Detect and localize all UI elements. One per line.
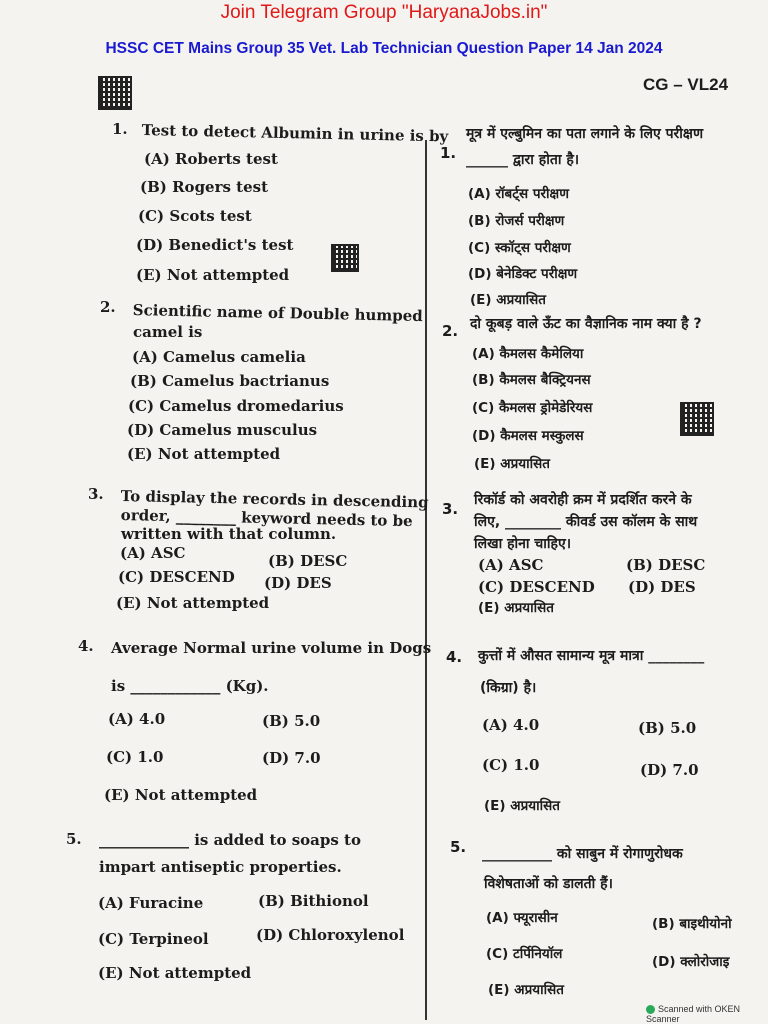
option: (C) Terpineol (98, 930, 209, 948)
option: (E) अप्रयासित (488, 982, 564, 998)
question-number: 1. (440, 144, 457, 162)
option: (E) अप्रयासित (474, 456, 550, 472)
option: (C) DESCEND (478, 578, 595, 596)
scanner-watermark (646, 1004, 768, 1024)
column-divider (425, 140, 427, 1020)
option: (C) 1.0 (106, 748, 164, 766)
question-number: 2. (442, 322, 459, 340)
qr-code-icon (331, 244, 359, 272)
telegram-banner: Join Telegram Group "HaryanaJobs.in" (220, 2, 548, 23)
question-text: To display the records in descending (120, 486, 429, 512)
option: (A) Camelus camelia (132, 348, 306, 366)
option: (C) स्कॉट्स परीक्षण (468, 240, 571, 256)
option: (A) कैमलस कैमेलिया (472, 346, 584, 362)
question-number: 5. (450, 838, 467, 856)
option: (D) Benedict's test (136, 236, 294, 254)
option: (B) DESC (268, 552, 348, 570)
paper-title: HSSC CET Mains Group 35 Vet. Lab Technician Question Paper 14 Jan 2024 (105, 40, 663, 57)
question-text: is ____________ (Kg). (111, 677, 269, 695)
question-text: ______ द्वारा होता है। (466, 152, 580, 168)
option: (E) Not attempted (116, 594, 270, 612)
question-text: (किग्रा) है। (480, 680, 537, 696)
option: (B) कैमलस बैक्ट्रियनस (472, 372, 591, 388)
question-text: order, ________ keyword needs to be (120, 505, 413, 531)
option: (C) टर्पिनियॉल (486, 946, 563, 962)
question-text: camel is (133, 323, 203, 341)
question-text: Average Normal urine volume in Dogs (111, 639, 432, 657)
option: (E) Not attempted (136, 266, 290, 284)
option: (C) Scots test (138, 207, 252, 225)
option: (E) Not attempted (127, 445, 281, 463)
option: (A) Furacine (98, 894, 204, 912)
option: (B) बाइथीयोनो (652, 916, 732, 932)
option: (D) 7.0 (640, 761, 699, 779)
question-text: विशेषताओं को डालती हैं। (484, 876, 613, 892)
option: (A) 4.0 (108, 710, 166, 728)
option: (B) 5.0 (262, 712, 321, 730)
question-text: लिखा होना चाहिए। (474, 536, 572, 552)
question-text: दो कूबड़ वाले ऊँट का वैज्ञानिक नाम क्या है ? (470, 316, 702, 332)
option: (B) Bithionol (258, 892, 369, 910)
option: (A) रॉबर्ट्स परीक्षण (468, 186, 569, 202)
option: (E) Not attempted (98, 964, 252, 982)
option: (E) Not attempted (104, 786, 258, 804)
qr-code-icon (680, 402, 714, 436)
question-text: लिए, ________ कीवर्ड उस कॉलम के साथ (474, 514, 698, 530)
option: (B) DESC (626, 556, 706, 574)
option: (D) DES (628, 578, 696, 596)
question-text: impart antiseptic properties. (99, 858, 342, 876)
option: (B) Rogers test (140, 178, 269, 196)
question-number: 1. (112, 120, 128, 138)
question-number: 2. (100, 298, 116, 316)
question-text: Scientific name of Double humped (132, 300, 423, 326)
option: (E) अप्रयासित (470, 292, 546, 308)
option: (C) 1.0 (482, 756, 540, 774)
scanner-text: Scanned with OKEN Scanner (646, 1004, 741, 1024)
option: (B) 5.0 (638, 719, 697, 737)
question-text: __________ को साबुन में रोगाणुरोधक (482, 846, 683, 862)
question-text: written with that column. (121, 525, 337, 543)
question-text: ____________ is added to soaps to (99, 831, 361, 849)
option: (C) Camelus dromedarius (128, 397, 344, 415)
qr-code-icon (98, 76, 132, 110)
option: (D) क्लोरोजाइ (652, 954, 730, 970)
option: (B) Camelus bactrianus (130, 372, 330, 390)
question-text: कुत्तों में औसत सामान्य मूत्र मात्रा ________ (478, 648, 705, 664)
option: (D) Chloroxylenol (256, 926, 405, 944)
question-number: 4. (78, 637, 94, 655)
option: (C) कैमलस ड्रोमेडेरियस (472, 400, 593, 416)
option: (A) ASC (478, 556, 544, 574)
question-number: 3. (88, 485, 104, 503)
question-text: Test to detect Albumin in urine is by (141, 120, 449, 146)
scanner-logo-icon (646, 1005, 655, 1014)
option: (A) Roberts test (144, 150, 278, 168)
option: (B) रोजर्स परीक्षण (468, 213, 565, 229)
option: (A) ASC (120, 544, 186, 562)
option: (D) कैमलस मस्कुलस (472, 428, 584, 444)
question-text: रिकॉर्ड को अवरोही क्रम में प्रदर्शित करने के (474, 492, 692, 508)
option: (D) 7.0 (262, 749, 321, 767)
option: (A) फ्यूरासीन (486, 910, 558, 926)
question-number: 3. (442, 500, 459, 518)
option: (D) DES (264, 574, 332, 592)
question-text: मूत्र में एल्बुमिन का पता लगाने के लिए परीक्षण (466, 126, 704, 142)
option: (E) अप्रयासित (478, 600, 554, 616)
question-number: 4. (446, 648, 463, 666)
option: (E) अप्रयासित (484, 798, 560, 814)
paper-code: CG – VL24 (643, 75, 729, 94)
option: (A) 4.0 (482, 716, 540, 734)
question-number: 5. (66, 830, 82, 848)
option: (C) DESCEND (118, 568, 235, 586)
option: (D) Camelus musculus (127, 421, 318, 439)
option: (D) बेनेडिक्ट परीक्षण (468, 266, 578, 282)
